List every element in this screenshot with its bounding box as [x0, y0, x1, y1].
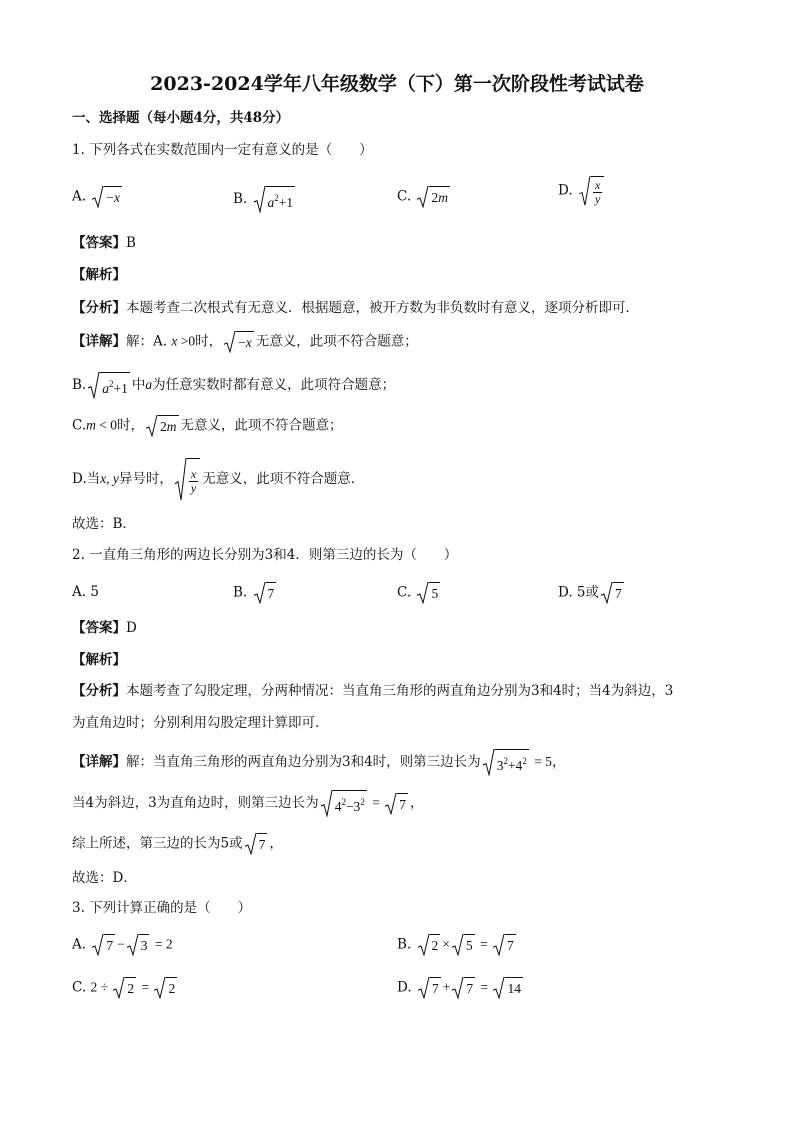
q1-detail-a: 【详解】解：A. x >0时， −x 无意义，此项不符合题意； [72, 331, 754, 353]
q3-stem: 3. 下列计算正确的是（ ） [72, 900, 252, 916]
q2-detail-3: 综上所述，第三边的长为5或 7 ， [72, 833, 754, 855]
q2-fenxi-1: 【分析】本题考查了勾股定理，分两种情况：当直角三角形的两直角边分别为3和4时；当4为斜边，3 [72, 683, 674, 699]
q1-analysis-label: 【解析】 [72, 267, 126, 283]
q2-stem: 2. 一直角三角形的两边长分别为3和4．则第三边的长为（ ） [72, 547, 458, 563]
q3-option-b: B. 2 × 5 = 7 [397, 934, 518, 956]
q3-option-c: C. 2 ÷ 2 = 2 [72, 977, 179, 999]
q1-detail-d: D.当x, y异号时， $\frac{x}{y}$ 无意义，此项不符合题意． [72, 458, 754, 501]
q2-option-c: C. 5 [397, 582, 442, 604]
q2-analysis-label: 【解析】 [72, 652, 126, 668]
q1-fenxi: 【分析】本题考查二次根式有无意义．根据题意，被开方数为非负数时有意义，逐项分析即可． [72, 300, 639, 316]
page-title: 2023-2024学年八年级数学（下）第一次阶段性考试试卷 [150, 73, 644, 95]
q1-option-b: B. $a^2+1$ [233, 186, 297, 213]
q3-option-d: D. 7 + 7 = 14 [397, 977, 525, 999]
q1-detail-b: B. $a^2+1$ 中a为任意实数时都有意义，此项符合题意； [72, 372, 754, 399]
q2-choose: 故选：D． [72, 870, 137, 886]
q1-option-c: C. 2m [397, 186, 452, 208]
q2-fenxi-2: 为直角边时；分别利用勾股定理计算即可． [72, 715, 329, 731]
q1-answer: 【答案】B [72, 235, 136, 251]
q2-detail-2: 当4为斜边，3为直角边时，则第三边长为 $4^2-3^2$ = 7 ， [72, 790, 754, 817]
q1-detail-c: C.m < 0时， 2m 无意义，此项不符合题意； [72, 415, 754, 437]
section-heading: 一、选择题（每小题4分，共48分） [72, 110, 290, 126]
q2-answer: 【答案】D [72, 620, 137, 636]
q3-option-a: A. 7 − 3 = 2 [72, 934, 173, 956]
q1-d-sqrt: $\frac{x}{y}$ [579, 176, 604, 206]
q1-choose: 故选：B． [72, 516, 136, 532]
q2-option-a: A. 5 [72, 584, 99, 600]
q1-b-sqrt: $a^2+1$ [254, 186, 296, 213]
q1-option-d: D. $\frac{x}{y}$ [558, 176, 606, 206]
q2-detail-1: 【详解】解：当直角三角形的两直角边分别为3和4时，则第三边长为 $3^2+4^2 = 5$， [72, 749, 754, 776]
q1-c-sqrt: 2m [417, 186, 450, 208]
q1-a-sqrt: −x [92, 186, 122, 208]
q2-option-d: D. 5或 7 [558, 582, 626, 604]
q1-option-a: A. −x [72, 186, 124, 208]
q2-option-b: B. 7 [233, 582, 278, 604]
q1-stem: 1. 下列各式在实数范围内一定有意义的是（ ） [72, 142, 373, 158]
